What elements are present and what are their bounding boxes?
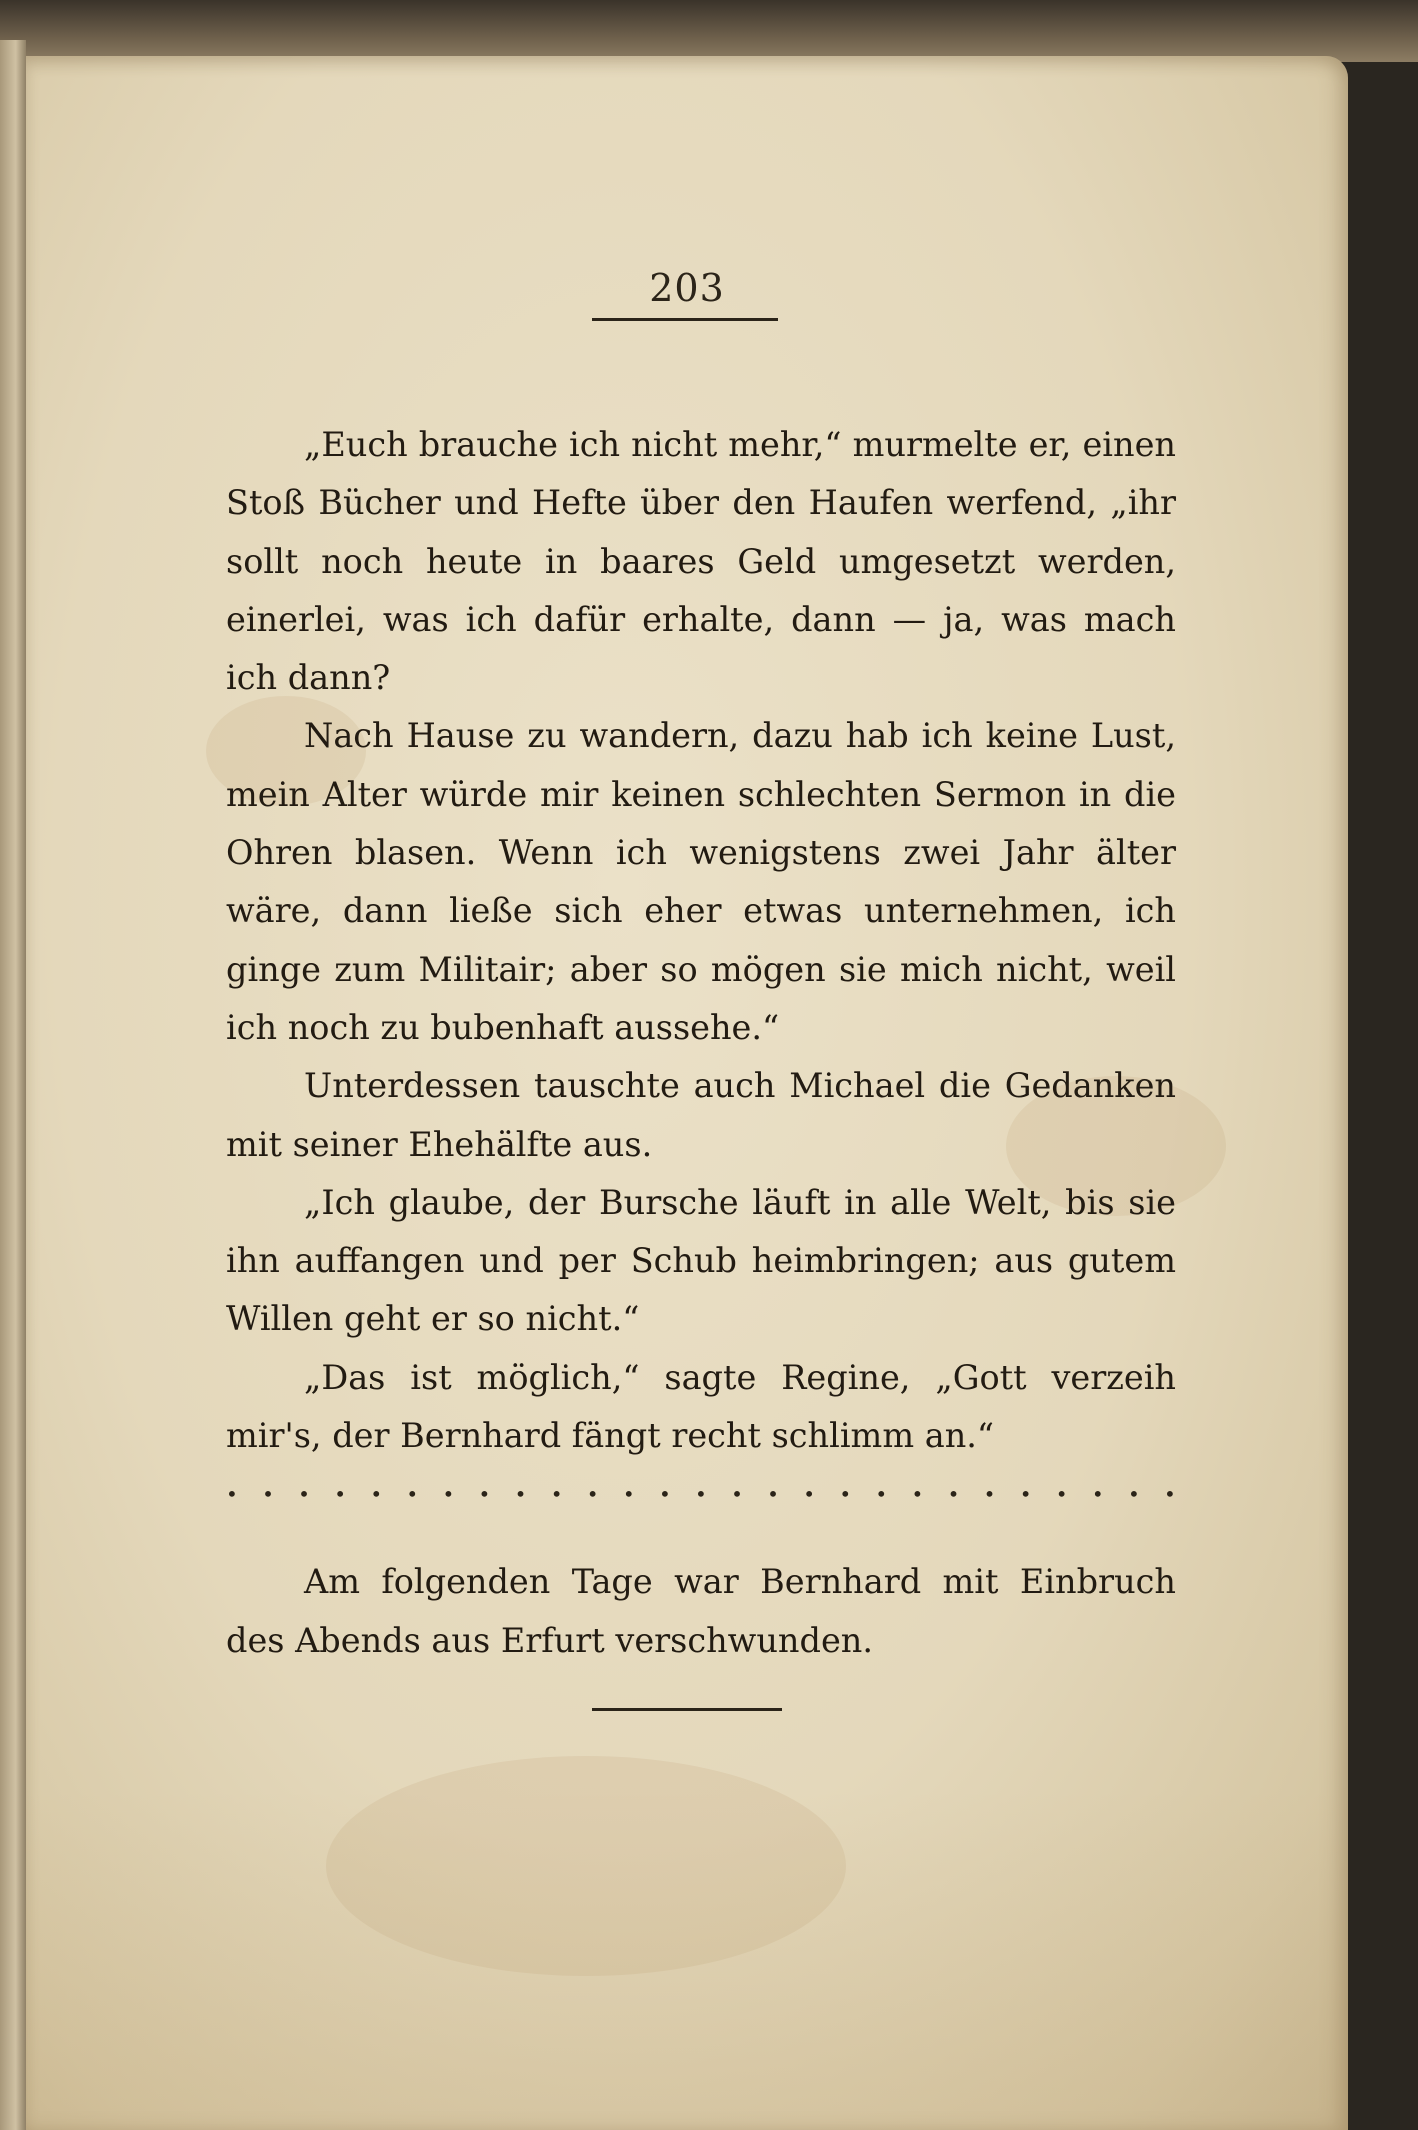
separator-dot: • [1091, 1482, 1104, 1507]
separator-dot: • [262, 1482, 274, 1507]
body-text [226, 416, 1176, 1670]
book-page [26, 56, 1348, 2130]
separator-dot: • [983, 1482, 996, 1507]
separator-dot: • [442, 1482, 455, 1507]
end-rule [592, 1708, 782, 1711]
separator-dot: • [875, 1482, 888, 1507]
separator-dot: • [731, 1482, 743, 1507]
header-rule [592, 318, 778, 321]
separator-dot: • [911, 1482, 924, 1507]
separator-dot: • [1127, 1482, 1140, 1507]
paragraph-1: „Euch brauche ich nicht mehr,“ murmelte er, einen Stoß Bücher und Hefte über den Haufen werfend, „ihr sollt noch heute in baares Geld umgesetzt werden, einerlei, was ich dafür erhalte, dann — ja, was mach ich dann? [226, 425, 1176, 698]
paragraph-2: Nach Hause zu wandern, dazu hab ich keine Lust, mein Alter würde mir keinen schlechten Sermon in die Ohren blasen. Wenn ich wenigstens zwei Jahr älter wäre, dann ließe sich eher etwas unternehmen, ich ginge zum Militair; aber so mögen sie mich nicht, weil ich noch zu bubenhaft aussehe.“ [226, 716, 1176, 1047]
separator-dot: • [803, 1482, 816, 1507]
separator-dot: • [839, 1482, 852, 1507]
separator-dot: • [226, 1482, 238, 1507]
section-separator [226, 1465, 1176, 1523]
separator-dot: • [622, 1482, 635, 1507]
separator-dot: • [550, 1482, 563, 1507]
previous-page-edge [0, 40, 26, 2130]
separator-dot: • [406, 1482, 419, 1507]
separator-dot: • [298, 1482, 310, 1507]
book-top-edge [0, 0, 1418, 62]
separator-dot: • [1019, 1482, 1032, 1507]
separator-dot: • [370, 1482, 383, 1507]
separator-dot: • [658, 1482, 671, 1507]
separator-dot: • [767, 1482, 779, 1507]
separator-dot: • [514, 1482, 527, 1507]
paragraph-4: „Ich glaube, der Bursche läuft in alle Welt, bis sie ihn auffangen und per Schub heimbringen; aus gutem Willen geht er so nicht.“ [226, 1182, 1176, 1339]
paragraph-3: Unterdessen tauschte auch Michael die Gedanken mit seiner Ehehälfte aus. [226, 1066, 1176, 1164]
separator-dot: • [1164, 1482, 1176, 1507]
separator-dot: • [695, 1482, 707, 1507]
page-number: 203 [649, 266, 725, 310]
separator-dot: • [334, 1482, 347, 1507]
separator-dot: • [586, 1482, 599, 1507]
paragraph-6: Am folgenden Tage war Bernhard mit Einbruch des Abends aus Erfurt verschwunden. [226, 1562, 1176, 1660]
page-bottom-shade [26, 1790, 1348, 2130]
separator-dot: • [947, 1482, 960, 1507]
separator-dot: • [1055, 1482, 1068, 1507]
paragraph-5: „Das ist möglich,“ sagte Regine, „Gott verzeih mir's, der Bernhard fängt recht schlimm an.“ [226, 1357, 1176, 1456]
separator-dot: • [478, 1482, 491, 1507]
